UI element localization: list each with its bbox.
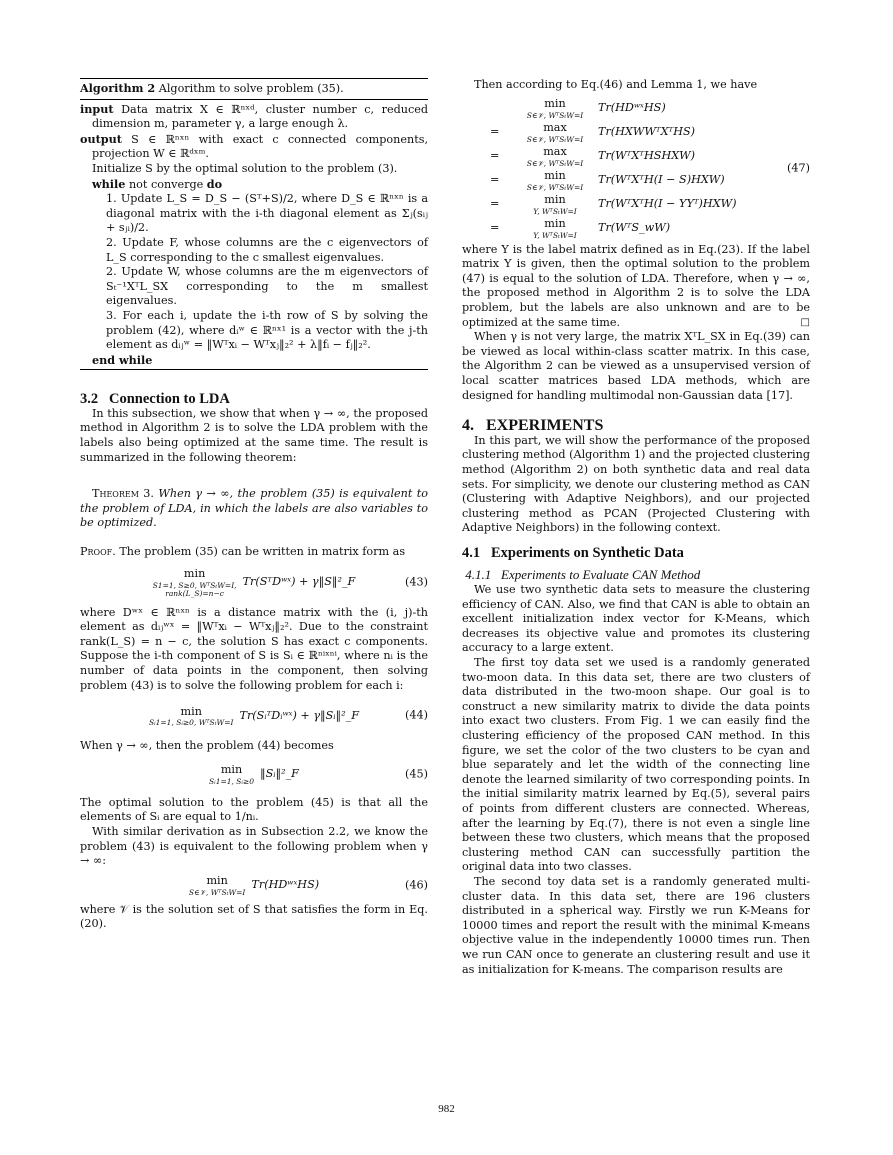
equation-44: min Sᵢ1=1, Sᵢ≥0, WᵀSₜW=I Tr(SᵢᵀDᵢʷˣ) + γ‖Sᵢ‖²_F (44) xyxy=(148,704,428,728)
section-heading-4-1-1: 4.1.1 Experiments to Evaluate CAN Method xyxy=(465,567,701,583)
algorithm-step-2a: 2. Update F, whose columns are the c eigenvectors of L_S corresponding to the c smallest eigenvalues. xyxy=(106,235,428,264)
section-heading-4: 4. EXPERIMENTS xyxy=(462,417,604,435)
algorithm-box xyxy=(80,78,428,370)
paragraph: When γ → ∞, then the problem (44) becomes xyxy=(80,739,334,753)
right-column xyxy=(462,78,810,977)
algorithm-output: output S ∈ ℝⁿˣⁿ with exact c connected components, projection W ∈ ℝᵈˣᵐ. xyxy=(80,131,428,161)
paragraph: where Dʷˣ ∈ ℝⁿˣⁿ is a distance matrix with the (i, j)-th element as dᵢⱼʷˣ = ‖Wᵀxᵢ − Wᵀxⱼ‖₂². Due to the constraint rank(L_S) = n − c, the solution S has exact c components. Suppose the i-th component of S is Sᵢ ∈ ℝⁿⁱˣⁿⁱ, where nᵢ is the number of data points in the component, then solving problem (43) is to solve the following problem for each i: xyxy=(80,605,428,692)
paragraph: When γ is not very large, the matrix XᵀL_SX in Eq.(39) can be viewed as local within-class scatter matrix. In this case, the Algorithm 2 can be viewed as a unsupervised version of local scatter matrices based LDA methods, which are designed for handling multimodal non-Gaussian data [17]. xyxy=(462,330,810,402)
theorem-3: Theorem 3. When γ → ∞, the problem (35) is equivalent to the problem of LDA, in which the labels are also variables to be optimized. xyxy=(80,487,429,530)
equation-row: min S∈𝒱, WᵀSₜW=I Tr(HDʷˣHS) xyxy=(526,97,666,120)
algorithm-step-2b: 2. Update W, whose columns are the m eigenvectors of Sₜ⁻¹XᵀL_SX corresponding to the m smallest eigenvalues. xyxy=(106,265,428,308)
section-heading-4-1: 4.1 Experiments on Synthetic Data xyxy=(462,544,684,561)
equation-row: = max S∈𝒱, WᵀSₜW=I Tr(HXWWᵀXᵀHS) xyxy=(490,121,696,144)
equation-row: = max S∈𝒱, WᵀSₜW=I Tr(WᵀXᵀHSHXW) xyxy=(490,145,696,168)
paragraph: where 𝒱 is the solution set of S that satisfies the form in Eq.(20). xyxy=(80,902,428,931)
equation-row: = min Y, WᵀSₜW=I Tr(WᵀXᵀH(I − YYᵀ)HXW) xyxy=(490,193,737,216)
paragraph: The first toy data set we used is a randomly generated two-moon data. In this data set, there are two clusters of data distributed in the two-moon shape. Our goal is to construct a new similarity matrix to divide the data points into exact two clusters. From Fig. 1 we can easily find the clustering efficiency of the proposed CAN method. In this figure, we set the color of the two clusters to be cyan and blue separately and let the width of the connecting line denote the learned similarity of two corresponding points. In the initial similarity matrix learned by Eq.(5), several pairs of points from different clusters are connected. Whereas, after the learning by Eq.(7), there is not even a single line between these two clusters, which means that the proposed clustering method CAN can successfully partition the original data into two classes. xyxy=(462,656,810,874)
paragraph: where Y is the label matrix defined as in Eq.(23). If the label matrix Y is given, then the optimal solution to the problem (47) is equal to the solution of LDA. Therefore, when γ → ∞, the proposed method in Algorithm 2 is to solve the LDA problem, but the labels are also unknown and are to be optimized at the same time. □ xyxy=(462,242,810,329)
paragraph: The optimal solution to the problem (45) is that all the elements of Sᵢ are equal to 1/nᵢ. xyxy=(80,795,428,824)
paragraph: In this part, we will show the performance of the proposed clustering method (Algorithm 1) and the projected clustering method (Algorithm 2) on both synthetic data and real data sets. For simplicity, we denote our clustering method as CAN (Clustering with Adaptive Neighbors), and our projected clustering method as PCAN (Projected Clustering with Adaptive Neighbors) in the following context. xyxy=(462,433,810,535)
paragraph: The second toy data set is a randomly generated multi-cluster data. In this data set, there are 196 clusters distributed in a spherical way. Firstly we run K-Means for 10000 times and report the result with the minimal K-means objective value in the independently 10000 times run. Then we run CAN once to generate an clustering result and use it as initialization for K-means. The comparison results are xyxy=(462,874,810,976)
paragraph: With similar derivation as in Subsection 2.2, we know the problem (43) is equivalent to the following problem when γ → ∞: xyxy=(80,824,428,868)
algorithm-step-3: 3. For each i, update the i-th row of S by solving the problem (42), where dᵢʷ ∈ ℝⁿˣ¹ is a vector with the j-th element as dᵢⱼʷ = ‖Wᵀxᵢ − Wᵀxⱼ‖₂² + λ‖fᵢ − fⱼ‖₂². xyxy=(106,308,428,352)
paragraph: Then according to Eq.(46) and Lemma 1, we have xyxy=(474,78,758,91)
algorithm-end-while: end while xyxy=(92,352,153,367)
algorithm-input: input Data matrix X ∈ ℝⁿˣᵈ, cluster number c, reduced dimension m, parameter γ, a large enough λ. xyxy=(80,101,428,131)
equation-46: min S∈𝒱, WᵀSₜW=I Tr(HDʷˣHS) (46) xyxy=(188,874,428,898)
equation-number: (47) xyxy=(787,161,810,175)
algorithm-init: Initialize S by the optimal solution to the problem (3). xyxy=(92,161,398,175)
equation-45: min Sᵢ1=1, Sᵢ≥0 ‖Sᵢ‖²_F (45) xyxy=(209,763,428,787)
paragraph: In this subsection, we show that when γ → ∞, the proposed method in Algorithm 2 is to solve the LDA problem with the labels also being optimized at the same time. The result is summarized in the following theorem: xyxy=(80,406,428,464)
equation-47 xyxy=(490,97,810,241)
proof-intro: Proof. The problem (35) can be written in matrix form as xyxy=(80,545,406,559)
algorithm-while: while not converge do xyxy=(92,176,223,191)
equation-row: = min Y, WᵀSₜW=I Tr(WᵀS_wW) xyxy=(490,217,671,240)
algorithm-step-1: 1. Update L_S = D_S − (Sᵀ+S)/2, where D_S ∈ ℝⁿˣⁿ is a diagonal matrix with the i-th diagonal element as Σⱼ(sᵢⱼ + sⱼᵢ)/2. xyxy=(106,192,428,235)
left-column xyxy=(80,78,428,932)
algorithm-caption: Algorithm 2 Algorithm to solve problem (35). xyxy=(80,81,428,100)
section-heading-3-2: 3.2 Connection to LDA xyxy=(80,391,230,408)
page-number: 982 xyxy=(438,1103,455,1115)
qed-symbol: □ xyxy=(800,316,810,328)
paragraph: We use two synthetic data sets to measure the clustering efficiency of CAN. Also, we find that CAN is able to obtain an excellent initialization index vector for K-Means, which decreases its objective value and promotes its clustering accuracy to a large extent. xyxy=(462,583,810,655)
equation-row: = min S∈𝒱, WᵀSₜW=I Tr(WᵀXᵀH(I − S)HXW) xyxy=(490,169,725,192)
equation-43: min S1=1, S≥0, WᵀSₜW=I, rank(L_S)=n−c Tr(SᵀDʷˣ) + γ‖S‖²_F (43) xyxy=(152,567,428,598)
